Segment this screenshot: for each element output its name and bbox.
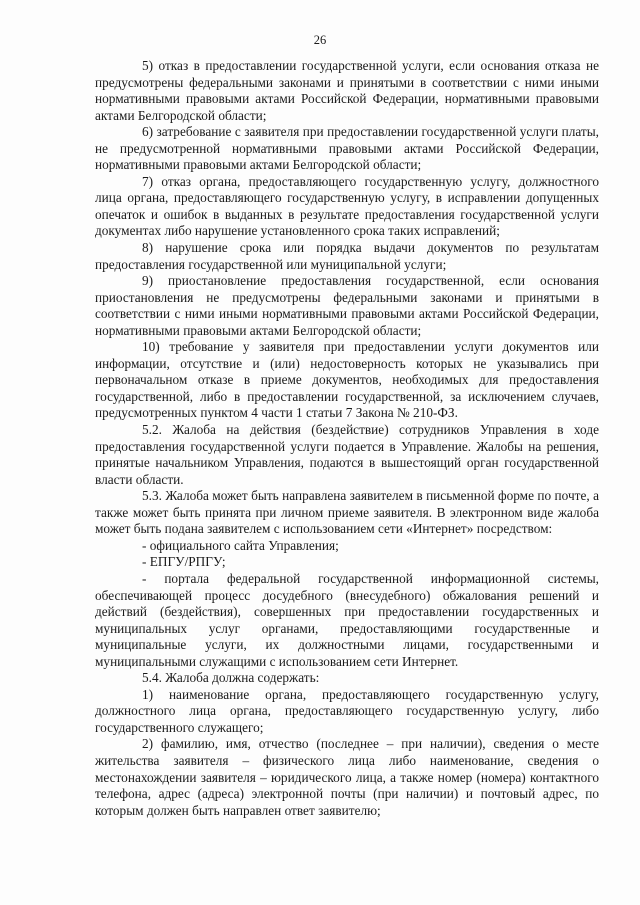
paragraph-5-4-item-1: 1) наименование органа, предоставляющего государственную услугу, должностного лица органа, предоставляющего государственную услугу, либо государственного служащего; [95,686,599,735]
paragraph-item-8: 8) нарушение срока или порядка выдачи документов по результатам предоставления государственной или муниципальной услуги; [95,240,599,272]
list-item-epgu-rpgu: - ЕПГУ/РПГУ; [142,554,226,570]
paragraph-5-4: 5.4. Жалоба должна содержать: [142,670,320,686]
paragraph-item-10: 10) требование у заявителя при предоставлении услуги документов или информации, отсутствие и (или) недостоверность которых не указывались при первоначальном отказе в приеме документов, необходимых для предоставления государственной, либо в предоставлении государственной, за исключением случаев, предусмотренных пунктом 4 части 1 статьи 7 Закона № 210-ФЗ. [95,339,599,421]
paragraph-item-6: 6) затребование с заявителя при предоставлении государственной услуги платы, не предусмотренной нормативными правовыми актами Российской Федерации, нормативными правовыми актами Белгородской области; [95,124,599,173]
list-item-federal-portal: - портала федеральной государственной информационной системы, обеспечивающей процесс досудебного (внесудебного) обжалования решений и действий (бездействия), совершенных при предоставлении государственных и муниципальных услуг органами, предоставляющими государственные и муниципальные услуги, их должностными лицами, государственными и муниципальными служащими с использованием сети Интернет. [95,570,599,669]
paragraph-5-4-item-2: 2) фамилию, имя, отчество (последнее – при наличии), сведения о месте жительства заявителя – физического лица либо наименование, сведения о местонахождении заявителя – юридического лица, а также номер (номера) контактного телефона, адрес (адреса) электронной почты (при наличии) и почтовый адрес, по которым должен быть направлен ответ заявителю; [95,736,599,818]
list-item-official-site: - официального сайта Управления; [142,537,339,553]
paragraph-item-5: 5) отказ в предоставлении государственной услуги, если основания отказа не предусмотрены федеральными законами и принятыми в соответствии с ними иными нормативными правовыми актами Российской Федерации, нормативными правовыми актами Белгородской области; [95,58,599,123]
paragraph-5-3: 5.3. Жалоба может быть направлена заявителем в письменной форме по почте, а также может быть принята при личном приеме заявителя. В электронном виде жалоба может быть подана заявителем с использованием сети «Интернет» посредством: [95,488,599,537]
paragraph-item-9: 9) приостановление предоставления государственной, если основания приостановления не предусмотрены федеральными законами и принятыми в соответствии с ними иными нормативными правовыми актами Российской Федерации, нормативными правовыми актами Белгородской области; [95,273,599,338]
paragraph-item-7: 7) отказ органа, предоставляющего государственную услугу, должностного лица органа, предоставляющего государственную услугу, в исправлении допущенных опечаток и ошибок в выданных в результате предоставления государственной услуги документах либо нарушение установленного срока таких исправлений; [95,173,599,239]
document-body [95,58,599,819]
page-number: 26 [313,33,327,47]
paragraph-5-2: 5.2. Жалоба на действия (бездействие) сотрудников Управления в ходе предоставления государственной услуги подается в Управление. Жалобы на решения, принятые начальником Управления, подаются в вышестоящий орган государственной власти области. [95,422,599,487]
